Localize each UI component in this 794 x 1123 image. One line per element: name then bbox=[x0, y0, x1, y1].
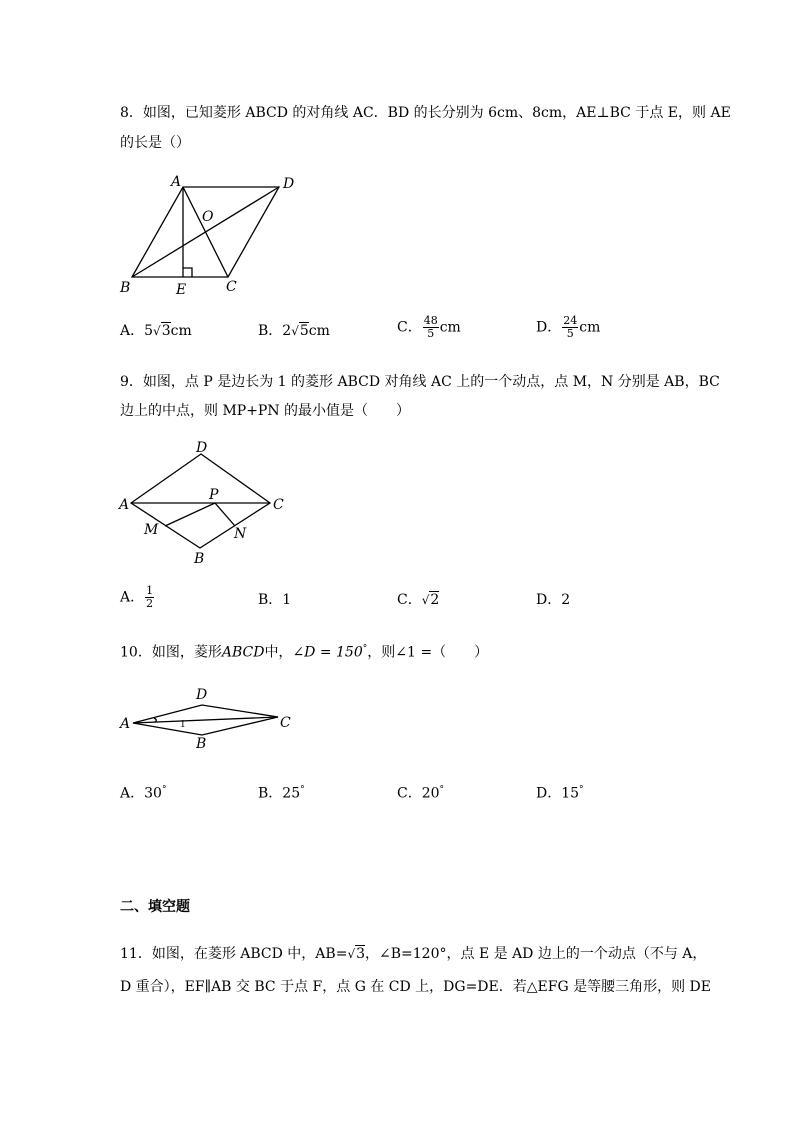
q10-label-b: B bbox=[196, 736, 207, 752]
q8-text-line1: 8．如图，已知菱形 ABCD 的对角线 AC．BD 的长分别为 6cm、8cm，AE⊥BC 于点 E，则 AE bbox=[120, 105, 731, 121]
q8-option-d: D． $\frac{24}{5}$ cm bbox=[536, 314, 601, 340]
q9-label-c: C bbox=[273, 497, 284, 513]
q9-option-a: A． $\frac{1}{2}$ bbox=[120, 584, 154, 610]
q10-label-c: C bbox=[280, 715, 291, 731]
q10-option-a: A．30° bbox=[120, 785, 167, 802]
q9-label-p: P bbox=[209, 487, 219, 503]
q9-option-b: B．1 bbox=[258, 592, 292, 608]
q8-label-a: A bbox=[171, 174, 182, 190]
q8-diagonal-bd bbox=[132, 187, 279, 277]
q11-text-line2: D 重合），EF∥AB 交 BC 于点 F，点 G 在 CD 上，DG=DE．若△EFG 是等腰三角形，则 DE bbox=[120, 979, 711, 995]
q9-label-n: N bbox=[234, 526, 247, 542]
q10-text: 10．如图，菱形ABCD中，∠D = 150°，则∠1 =（ ） bbox=[120, 644, 489, 661]
q9-label-d: D bbox=[196, 440, 208, 456]
q8-label-o: O bbox=[202, 209, 214, 225]
q9-option-c: C．√2 bbox=[397, 592, 440, 608]
q11-text-line1: 11．如图，在菱形 ABCD 中，AB=√3，∠B=120°，点 E 是 AD 边上的一个动点（不与 A， bbox=[120, 946, 707, 962]
q10-angle-arc bbox=[154, 718, 156, 722]
q8-label-c: C bbox=[226, 279, 237, 295]
q8-option-c: C． $\frac{48}{5}$ cm bbox=[397, 314, 461, 340]
q9-segment-mp bbox=[165, 503, 215, 526]
q8-figure bbox=[110, 170, 330, 300]
q10-option-d: D．15° bbox=[536, 785, 584, 802]
q10-option-b: B．25° bbox=[258, 785, 305, 802]
q9-label-b: B bbox=[194, 551, 205, 567]
q9-figure bbox=[110, 440, 310, 570]
q10-figure bbox=[110, 683, 310, 753]
section-title: 二、填空题 bbox=[120, 899, 190, 915]
q8-option-b: B．2√5cm bbox=[258, 323, 330, 339]
q8-text-line2: 的长是（） bbox=[120, 135, 190, 151]
q8-label-d: D bbox=[283, 176, 295, 192]
q9-label-a: A bbox=[119, 497, 130, 513]
q9-option-d: D．2 bbox=[536, 592, 571, 608]
q10-label-a: A bbox=[120, 716, 131, 732]
q9-text-line2: 边上的中点，则 MP+PN 的最小值是（ ） bbox=[120, 403, 411, 419]
q9-segment-pn bbox=[215, 503, 235, 526]
q8-label-b: B bbox=[120, 280, 131, 296]
q8-label-e: E bbox=[176, 282, 187, 298]
q10-angle-label: 1 bbox=[180, 720, 186, 730]
q8-right-angle-mark bbox=[183, 268, 192, 277]
q9-text-line1: 9．如图，点 P 是边长为 1 的菱形 ABCD 对角线 AC 上的一个动点，点 M，N 分别是 AB，BC bbox=[120, 374, 720, 390]
q10-option-c: C．20° bbox=[397, 785, 445, 802]
q10-label-d: D bbox=[196, 687, 208, 703]
q8-option-a: A．5√3cm bbox=[120, 323, 192, 339]
q9-label-m: M bbox=[144, 522, 159, 538]
